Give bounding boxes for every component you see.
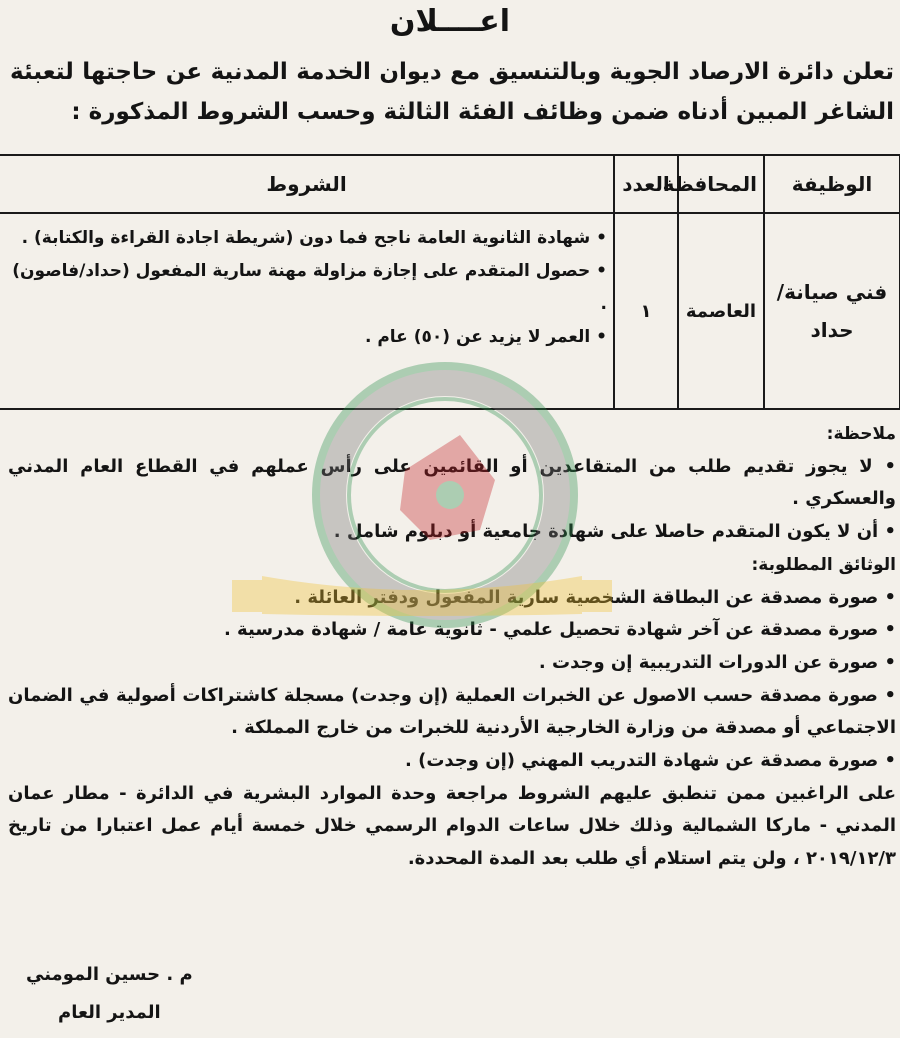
cell-job: فني صيانة/ حداد <box>764 213 900 409</box>
intro-paragraph: تعلن دائرة الارصاد الجوية وبالتنسيق مع ديوان الخدمة المدنية عن حاجتها لتعبئة الشاغر المبين أدناه ضمن وظائف الفئة الثالثة وحسب الشروط المذكورة : <box>10 59 894 125</box>
notes-section <box>8 418 896 876</box>
notes-heading: ملاحظة: <box>826 424 896 444</box>
table-row <box>0 213 900 409</box>
cell-governorate: العاصمة <box>678 213 764 409</box>
vacancy-table <box>0 154 900 410</box>
note-item: • لا يجوز تقديم طلب من المتقاعدين أو القائمين على رأس عملهم في القطاع العام المدني والعسكري . <box>8 455 896 510</box>
note-item: • أن لا يكون المتقدم حاصلا على شهادة جامعية أو دبلوم شامل . <box>333 521 896 543</box>
signatory-position: المدير العام <box>58 1002 161 1023</box>
cell-count: ١ <box>614 213 678 409</box>
header-governorate: المحافظة <box>678 155 764 213</box>
document-item: • صورة مصدقة حسب الاصول عن الخبرات العملية (إن وجدت) مسجلة كاشتراكات أصولية في الضمان الاجتماعي أو مصدقة من وزارة الخارجية الأردنية للخبرات من خارج المملكة . <box>8 684 896 739</box>
document-item: • صورة عن الدورات التدريبية إن وجدت . <box>538 651 896 673</box>
documents-heading: الوثائق المطلوبة: <box>751 554 896 575</box>
header-conditions: الشروط <box>0 155 614 213</box>
closing-paragraph: على الراغبين ممن تنطبق عليهم الشروط مراجعة وحدة الموارد البشرية في الدائرة - مطار عمان المدني - ماركا الشمالية وذلك خلال ساعات الدوام الرسمي خلال خمسة أيام عمل اعتبارا من تاريخ ٢٠١٩/١٢/٣ ، ولن يتم استلام أي طلب بعد المدة المحددة. <box>8 782 896 870</box>
signature-block <box>26 956 193 1032</box>
header-job: الوظيفة <box>764 155 900 213</box>
cell-conditions <box>0 213 614 409</box>
announcement-title: اعــــلان <box>389 4 511 39</box>
condition-item: • العمر لا يزيد عن (٥٠) عام . <box>364 327 607 347</box>
table-header-row <box>0 155 900 213</box>
signatory-name: م . حسين المومني <box>26 964 193 985</box>
condition-item: • شهادة الثانوية العامة ناجح فما دون (شريطة اجادة القراءة والكتابة) . <box>21 228 607 248</box>
document-item: • صورة مصدقة عن البطاقة الشخصية سارية المفعول ودفتر العائلة . <box>294 586 896 608</box>
condition-item: • حصول المتقدم على إجازة مزاولة مهنة سارية المفعول (حداد/فاصون) . <box>12 261 607 314</box>
document-item: • صورة مصدقة عن آخر شهادة تحصيل علمي - ثانوية عامة / شهادة مدرسية . <box>223 619 896 641</box>
document-item: • صورة مصدقة عن شهادة التدريب المهني (إن وجدت) . <box>404 750 896 772</box>
header-count: العدد <box>614 155 678 213</box>
